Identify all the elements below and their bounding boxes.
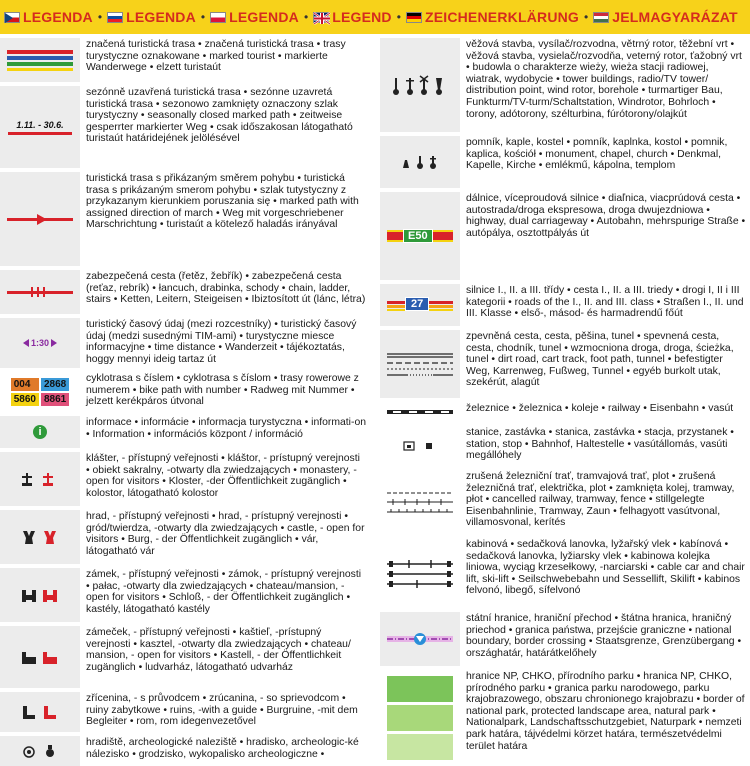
legend-text: kabinová • sedačková lanovka, lyžařský vlek • kabínová • sedačková lanovka, lyžiarsky vlek • kabinowa kolejka liniowa, wyciąg krzesełkowy, -narciarski • cable car and chair lift, ski-lift • Seilschwebebahn und Sessellift, Skilift • kabinos felvonó, libegő, sífelvonó — [466, 539, 745, 597]
legend-text: hranice NP, CHKO, přírodního parku • hranica NP, CHKO, prírodného parku • granica parku narodowego, parku krajobrazowego, obszaru chronionego krajobrazu • border of national park, protected landscape area, natural park • Nationalpark, Landschaftsschutzgebiet, Naturpark • nemzeti park határa, tájvédelmi körzet határa, természetvédelmi terület határa — [466, 671, 745, 752]
monastery-icon — [0, 452, 80, 506]
legend-entry-station — [380, 426, 750, 466]
legend-text: silnice I., II. a III. třídy • cesta I., II. a III. triedy • drogi I, II i III kategorii • roads of the I., II. and III. class • Straßen I., II. und III. Klasse • első-, másod- és harmadrendű főút — [466, 285, 744, 320]
chateau-icon — [0, 568, 80, 622]
header-item-cz — [4, 9, 93, 25]
park-border-icon — [380, 670, 460, 766]
legend-entry-cancelled-railway — [380, 470, 750, 534]
header-separator: • — [584, 10, 589, 24]
seasonal-date-label: 1.11. - 30.6. — [16, 119, 64, 130]
legend-entry-information — [0, 416, 370, 448]
cable-car-icon — [380, 538, 460, 608]
header-item-sk — [107, 9, 196, 25]
legend-text: turistická trasa s přikázaným směrem pohybu • turistická trasa s prikázaným smerom pohybu • szlak tutystyczny z przykazanym kierunkiem poruszania się • marked path with assigned direction of march • Weg mit vorgeschriebener Marschrichtung • turistaút a kötelező haladás irányával — [86, 173, 359, 231]
legend-text: zámeček, - přístupný veřejnosti • kaštieľ, -prístupný verejnosti • kasztel, -otwarty dla zwiedzających • chateau/ mansion, - open for visitors • Kastell, - der Öffentlichkeit zugänglich • ludvarház, látogatható udvarház — [86, 627, 351, 673]
legend-entry-time-distance — [0, 318, 370, 368]
header-label: LEGENDA — [229, 9, 299, 25]
legend-text: informace • informácie • informacja turystyczna • informati-on • Information • információs központ / információ — [86, 417, 367, 440]
legend-entry-towers — [380, 38, 750, 132]
header-item-de — [406, 9, 579, 25]
legend-text: značená turistická trasa • značená turistická trasa • trasy turystyczne oznakowane • marked tourist • markierte Wanderwege • elzett turistaút — [86, 39, 346, 74]
info-icon: i — [0, 416, 80, 448]
header-separator: • — [200, 10, 206, 24]
legend-text: zrušená železniční trať, tramvajová trať, plot • zrušená železničná trať, električka, plot • zamknięta kolej, tramway, płot • cancelled railway, tramway, fence • stillgelegte Eisenbahnlinie, Tramway, Zaun • felhagyott vasútvonal, villamosvonal, kerítés — [466, 471, 735, 529]
time-distance-icon — [0, 318, 80, 368]
cancelled-railway-icon — [380, 470, 460, 534]
railway-icon — [380, 402, 460, 422]
slovak-flag-icon — [107, 12, 123, 23]
secured-path-icon — [0, 270, 80, 314]
czech-flag-icon — [4, 12, 20, 23]
legend-entry-marked-trail — [0, 38, 370, 82]
legend-entry-directed-trail — [0, 172, 370, 266]
time-value: 1:30 — [30, 338, 49, 348]
legend-text: hradiště, archeologické naleziště • hradisko, archeologic-ké nálezisko • grodzisko, wykopalisko archeologiczne • — [86, 737, 359, 760]
header-item-pl — [210, 9, 299, 25]
header-label: LEGENDA — [126, 9, 196, 25]
legend-entry-manor — [0, 626, 370, 688]
manor-icon — [0, 626, 80, 688]
archaeological-icon — [0, 736, 80, 766]
header-item-hu — [593, 9, 738, 25]
header-label: LEGEND — [332, 9, 392, 25]
legend-text: dálnice, víceproudová silnice • diaľnica, viacprúdová cesta • autostrada/droga ekspresowa, droga dwujezdniowa • highway, dual carriageway • Autobahn, mehrspurige Straße • autópálya, osztottpályás út — [466, 193, 746, 239]
motorway-icon — [380, 192, 460, 280]
church-icon — [380, 136, 460, 188]
legend-entry-border — [380, 612, 750, 666]
german-flag-icon — [406, 12, 422, 23]
castle-icon — [0, 510, 80, 564]
hungarian-flag-icon — [593, 12, 609, 23]
cycle-badge: 5860 — [11, 393, 39, 406]
cycle-route-icon — [0, 372, 80, 412]
header-item-gb — [313, 9, 392, 25]
legend-text: cyklotrasa s číslem • cyklotrasa s číslom • trasy rowerowe z numerem • bike path with number • Radweg mit Nummer • jelzett kerékpáros útvonal — [86, 373, 359, 408]
legend-entry-church — [380, 136, 750, 188]
legend-text: zámek, - přístupný veřejnosti • zámok, - prístupný verejnosti • pałac, -otwarty dla zwiedzających • chateau/mansion, - open for visitors • Schloß, - der Öffentlichkeit zugänglich • kastély, látogatható kastély — [86, 569, 362, 615]
legend-entry-archaeological — [0, 736, 370, 766]
legend-header — [0, 0, 750, 34]
tower-icon — [380, 38, 460, 132]
seasonal-trail-icon — [0, 86, 80, 168]
legend-text: klášter, - přístupný veřejnosti • kláštor, - prístupný verejnosti • obiekt sakralny, -otwarty dla zwiedzających • monastery, -open for visitors • Kloster, -der Öffentlichkeit zugänglich • kolostor, látogatható kolostor — [86, 453, 360, 499]
uk-flag-icon — [313, 12, 329, 23]
header-label: ZEICHENERKLÄRUNG — [424, 9, 580, 25]
legend-text: železnice • železnica • koleje • railway • Eisenbahn • vasút — [466, 403, 734, 414]
legend-text: věžová stavba, vysílač/rozvodna, větrný rotor, těžební vrt • věžová stavba, vysielač/rozvodňa, veterný rotor, ťažobný vrt • budowla o charakterze wieży, wieża stacji radiowej, wiatrak, wydobycie • tower buildings, radio/TV tower/ distribution point, wind rotor, borehole • turmartiger Bau, Funkturm/TV-turm/Schaltstation, Windrotor, Bohrloch • torony, adótorony, szélturbina, fúrótorony/olajkút — [466, 39, 742, 120]
cycle-badge: 004 — [11, 378, 39, 391]
header-separator: • — [396, 10, 401, 24]
legend-entry-cable-car — [380, 538, 750, 608]
legend-entry-secured-path — [0, 270, 370, 314]
legend-entry-park-border — [380, 670, 750, 766]
legend-entry-tracks — [380, 330, 750, 398]
legend-entry-motorway — [380, 192, 750, 280]
border-icon — [380, 612, 460, 666]
legend-entry-ruins — [0, 692, 370, 732]
legend-text: zpevněná cesta, cesta, pěšina, tunel • spevnená cesta, cesta, chodník, tunel • wzmocniona droga, droga, ścieżka, tunel • dirt road, cart track, foot path, tunnel • befestigter Weg, Karrenweg, Fußweg, Tunnel • egyéb burkolt utak, szekérút, alagút — [466, 331, 734, 389]
legend-text: turistický časový údaj (mezi rozcestníky) • turistický časový údaj (medzi susednými TIM-ami) • turystyczne miesce informacyjne • time distance • Wanderzeit • tájékoztatás, hoggy mennyi ideig tartaz út — [86, 319, 357, 365]
legend-entry-railway — [380, 402, 750, 422]
legend-text: státní hranice, hraniční přechod • štátna hranica, hraničný priechod • granica państwa, przejście graniczne • national boundary, border crossing • Staatsgrenze, Grenzübergang • országhatár, határátkelőhely — [466, 613, 742, 659]
legend-text: pomník, kaple, kostel • pomník, kaplnka, kostol • pomnik, kaplica, kościół • monument, chapel, church • Denkmal, Kapelle, Kirche • emlékmű, kápolna, templom — [466, 137, 728, 172]
motorway-label: E50 — [403, 229, 433, 243]
marked-trail-icon — [0, 38, 80, 82]
road-icon — [380, 284, 460, 326]
header-label: JELMAGYARÁZAT — [612, 9, 738, 25]
legend-entry-roads — [380, 284, 750, 326]
legend-entry-monastery — [0, 452, 370, 506]
legend-entry-cycle-route — [0, 372, 370, 412]
legend-entry-seasonal-trail — [0, 86, 370, 168]
header-separator: • — [97, 10, 103, 24]
ruins-icon — [0, 692, 80, 732]
station-icon — [380, 426, 460, 466]
cycle-badge: 2868 — [41, 378, 69, 391]
header-label: LEGENDA — [23, 9, 93, 25]
legend-entry-castle — [0, 510, 370, 564]
directed-trail-icon — [0, 172, 80, 266]
header-separator: • — [303, 10, 309, 24]
legend-text: stanice, zastávka • stanica, zastávka • stacja, przystanek • station, stop • Bahnhof, Haltestelle • vasútállomás, vasúti megállóhely — [466, 427, 734, 462]
legend-text: sezónně uzavřená turistická trasa • sezónne uzavretá turistická trasa • sezonowo zamknięty oznaczony szlak turystyczny • seasonally closed marked path • zeitweise gesperrter markierter Weg • csak időszakosan látogatható turistaút határidejének jelölésével — [86, 87, 353, 145]
cycle-badge: 8861 — [41, 393, 69, 406]
polish-flag-icon — [210, 12, 226, 23]
legend-text: zabezpečená cesta (řetěz, žebřík) • zabezpečená cesta (reťaz, rebrík) • łancuch, drabinka, schody • chain, ladder, stairs • Ketten, Leitern, Steigeisen • Ibiztosított út (lánc, létra) — [86, 271, 366, 306]
legend-text: hrad, - přístupný veřejnosti • hrad, - prístupný verejnosti • gród/twierdza, -otwarty dla zwiedzających • castle, - open for visitors • Burg, - der Öffentlichkeit zugänglich • vár, látogatható vár — [86, 511, 365, 557]
legend-text: zřícenina, - s průvodcem • zrúcanina, - so sprievodcom • ruiny zabytkowe • ruins, -with a guide • Burgruine, -mit dem Begleiter • rom, rom idegenvezetővel — [86, 693, 358, 728]
road-number-label: 27 — [405, 297, 429, 311]
track-icon — [380, 330, 460, 398]
legend-entry-chateau — [0, 568, 370, 622]
